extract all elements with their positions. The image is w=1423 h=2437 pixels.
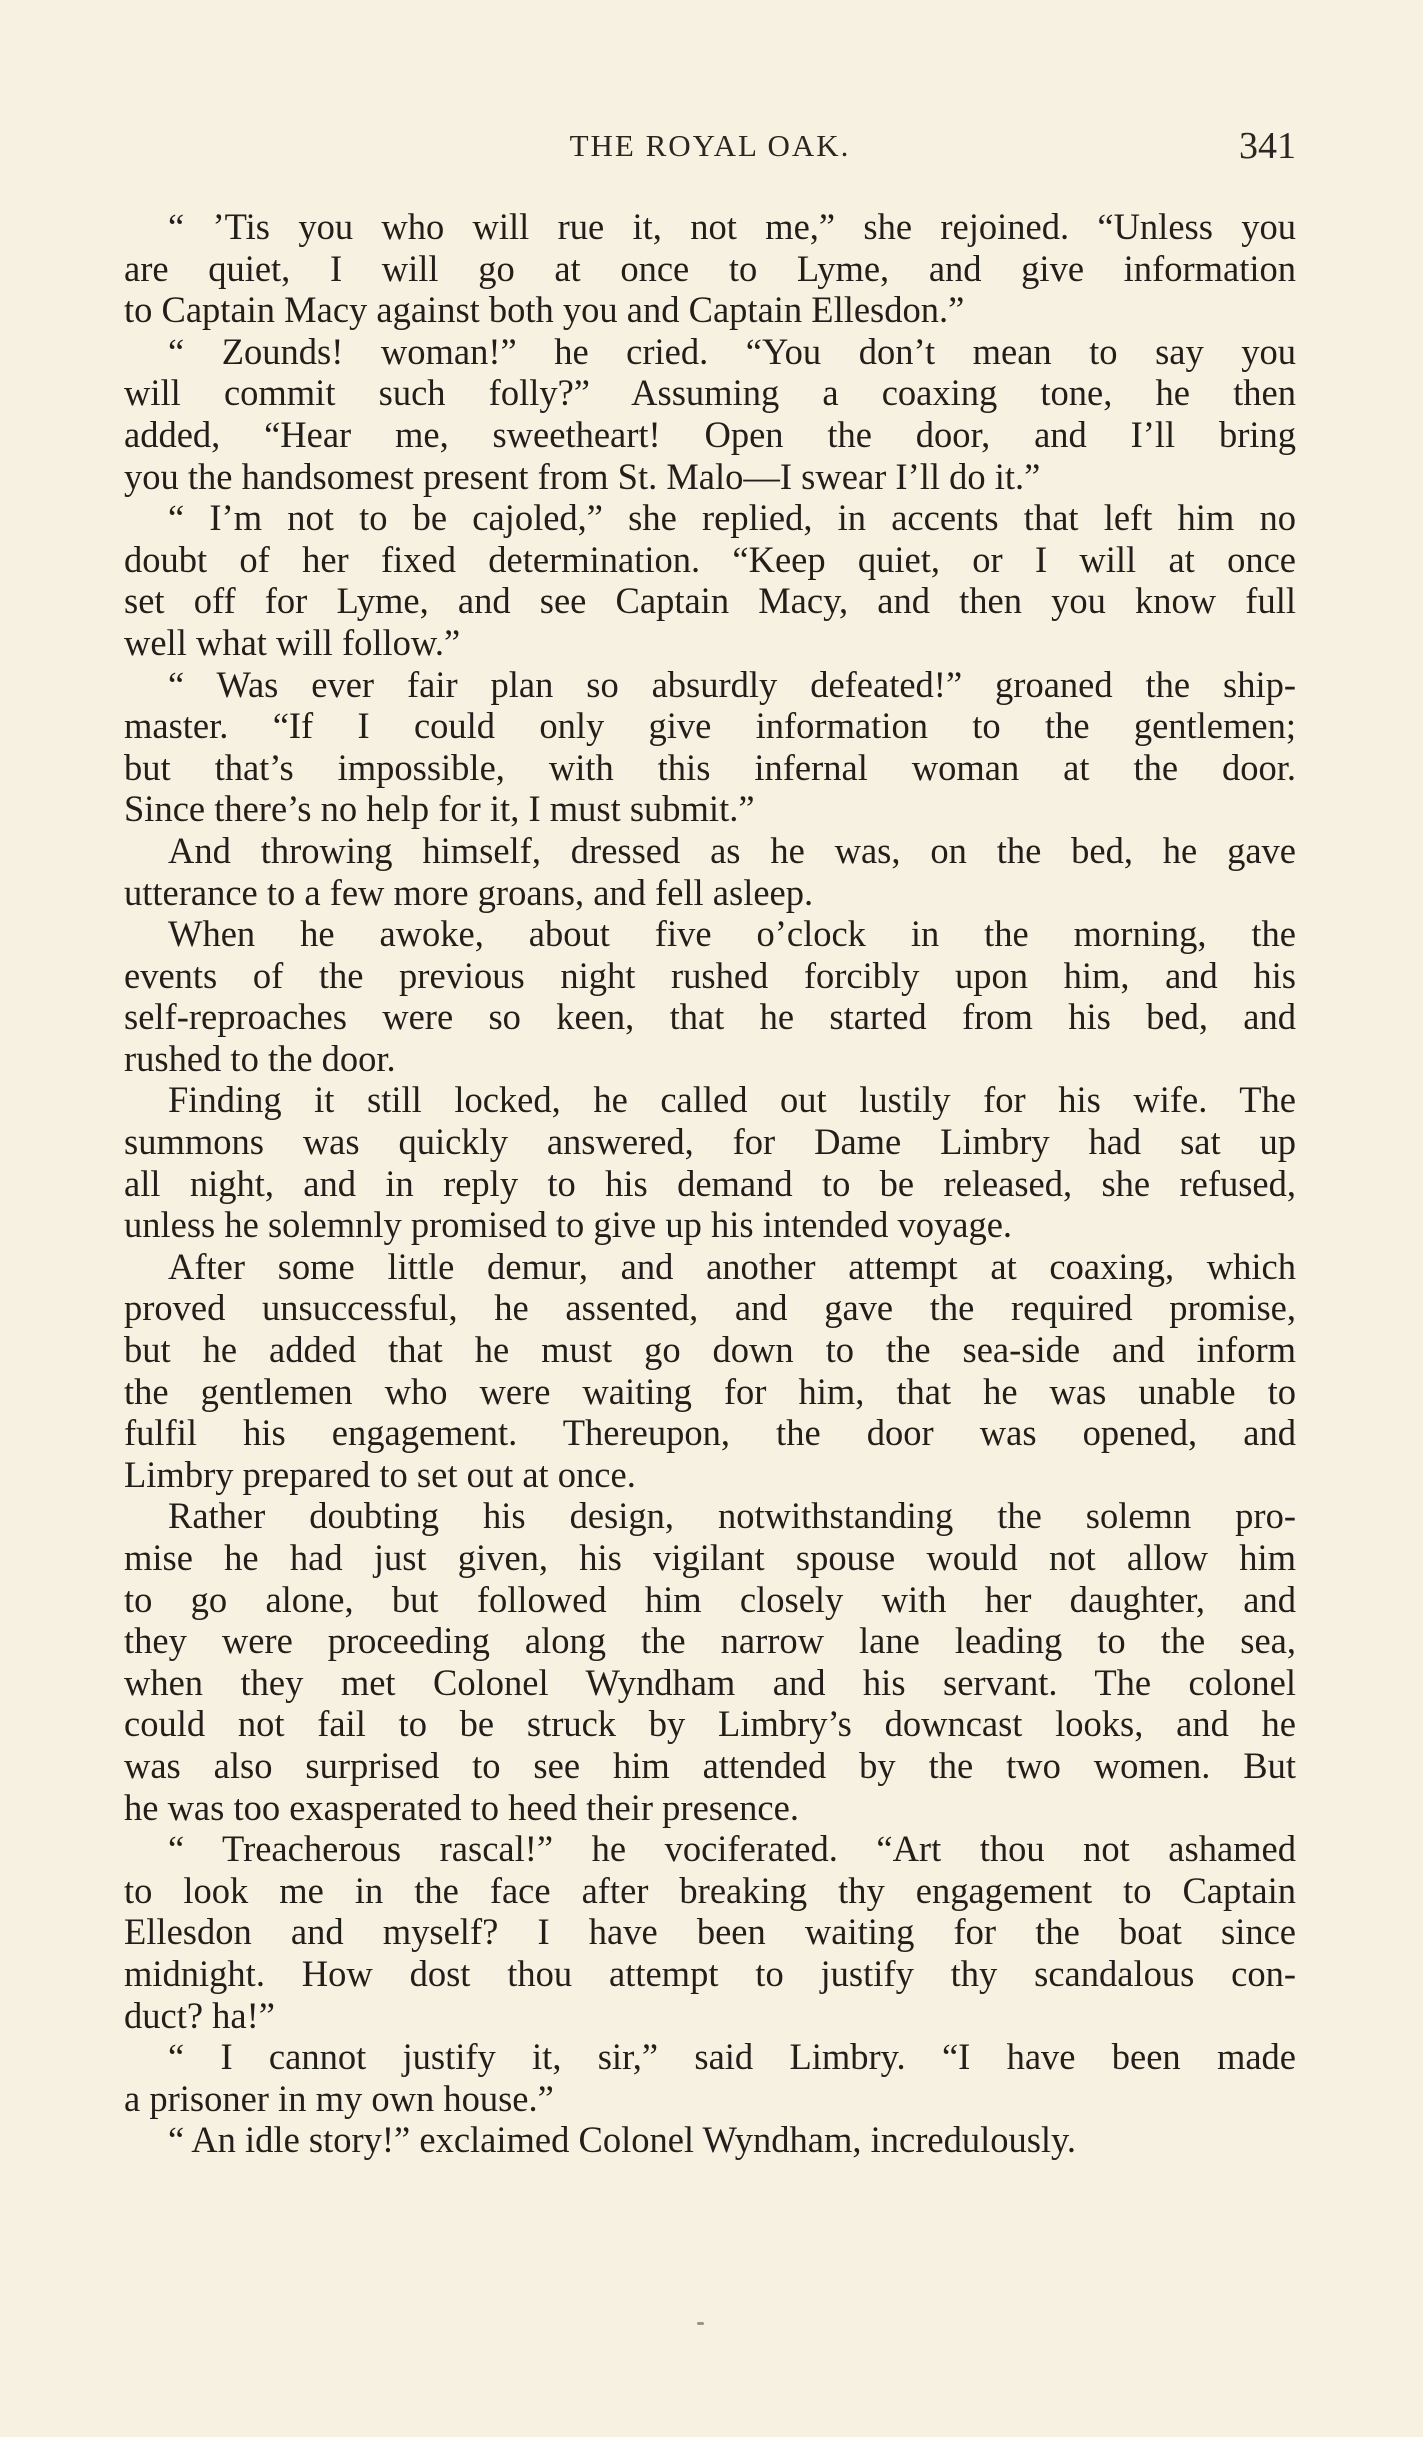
- text-line: mise he had just given, his vigilant spouse would not allow him: [124, 1537, 1296, 1578]
- paragraph: [124, 1079, 1296, 1245]
- text-line: master. “If I could only give information to the gentlemen;: [124, 705, 1296, 747]
- text-line: to Captain Macy against both you and Captain Ellesdon.”: [124, 289, 965, 331]
- paragraph: [124, 1495, 1296, 1828]
- text-line: well what will follow.”: [124, 621, 461, 663]
- paragraph: [124, 1828, 1296, 2036]
- text-line: And throwing himself, dressed as he was, on the bed, he gave: [168, 829, 1296, 871]
- page-header: [124, 125, 1296, 178]
- text-line: duct? ha!”: [124, 1994, 275, 2036]
- ink-speck: [697, 2322, 704, 2325]
- text-line: will commit such folly?” Assuming a coaxing tone, he then: [124, 372, 1296, 414]
- text-line: “ Was ever fair plan so absurdly defeated!” groaned the ship-: [168, 663, 1296, 705]
- text-line: a prisoner in my own house.”: [124, 2077, 554, 2119]
- text-line: was also surprised to see him attended by the two women. But: [124, 1744, 1296, 1786]
- text-line: all night, and in reply to his demand to be released, she refused,: [124, 1162, 1296, 1204]
- text-line: when they met Colonel Wyndham and his servant. The colonel: [124, 1661, 1296, 1703]
- page-number: 341: [1239, 125, 1296, 167]
- running-head: THE ROYAL OAK.: [569, 128, 851, 163]
- text-line: “ I’m not to be cajoled,” she replied, in accents that left him no: [168, 497, 1296, 539]
- text-line: “ An idle story!” exclaimed Colonel Wyndham, incredulously.: [168, 2119, 1077, 2161]
- paragraph: [124, 331, 1296, 497]
- text-line: Ellesdon and myself? I have been waiting for the boat since: [124, 1911, 1296, 1953]
- text-line: unless he solemnly promised to give up his intended voyage.: [124, 1204, 1013, 1246]
- text-line: “ Treacherous rascal!” he vociferated. “Art thou not ashamed: [168, 1828, 1296, 1870]
- text-line: Limbry prepared to set out at once.: [124, 1453, 636, 1495]
- text-line: to go alone, but followed him closely with her daughter, and: [124, 1578, 1296, 1620]
- paragraph: [124, 913, 1296, 1079]
- body-text: [124, 206, 1296, 2161]
- text-line: Since there’s no help for it, I must submit.”: [124, 788, 755, 830]
- text-line: set off for Lyme, and see Captain Macy, and then you know full: [124, 580, 1296, 622]
- text-line: Rather doubting his design, notwithstanding the solemn pro-: [168, 1495, 1296, 1537]
- paragraph: [124, 2119, 1296, 2161]
- text-line: After some little demur, and another attempt at coaxing, which: [168, 1245, 1296, 1287]
- text-line: When he awoke, about five o’clock in the morning, the: [168, 913, 1296, 955]
- paragraph: [124, 1246, 1296, 1496]
- text-line: the gentlemen who were waiting for him, that he was unable to: [124, 1370, 1296, 1412]
- text-line: utterance to a few more groans, and fell asleep.: [124, 871, 814, 913]
- text-line: rushed to the door.: [124, 1037, 396, 1079]
- text-line: you the handsomest present from St. Malo—I swear I’ll do it.”: [124, 455, 1041, 497]
- paragraph: [124, 664, 1296, 830]
- text-line: fulfil his engagement. Thereupon, the door was opened, and: [124, 1412, 1296, 1454]
- paragraph: [124, 830, 1296, 913]
- text-line: “ Zounds! woman!” he cried. “You don’t mean to say you: [168, 330, 1296, 372]
- text-line: to look me in the face after breaking thy engagement to Captain: [124, 1869, 1296, 1911]
- text-line: “ ’Tis you who will rue it, not me,” she rejoined. “Unless you: [168, 206, 1296, 247]
- text-line: events of the previous night rushed forcibly upon him, and his: [124, 954, 1296, 996]
- text-line: but he added that he must go down to the sea-side and inform: [124, 1329, 1296, 1371]
- text-line: midnight. How dost thou attempt to justify thy scandalous con-: [124, 1952, 1296, 1994]
- paragraph: [124, 497, 1296, 663]
- text-line: added, “Hear me, sweetheart! Open the door, and I’ll bring: [124, 413, 1296, 455]
- text-line: Finding it still locked, he called out lustily for his wife. The: [168, 1079, 1296, 1121]
- text-line: proved unsuccessful, he assented, and gave the required promise,: [124, 1287, 1296, 1329]
- text-line: are quiet, I will go at once to Lyme, and give information: [124, 247, 1296, 289]
- text-line: he was too exasperated to heed their presence.: [124, 1786, 799, 1828]
- text-line: “ I cannot justify it, sir,” said Limbry. “I have been made: [168, 2036, 1296, 2078]
- paragraph: [124, 2036, 1296, 2119]
- text-line: self-reproaches were so keen, that he started from his bed, and: [124, 996, 1296, 1038]
- text-line: summons was quickly answered, for Dame Limbry had sat up: [124, 1121, 1296, 1163]
- text-line: they were proceeding along the narrow lane leading to the sea,: [124, 1620, 1296, 1662]
- paragraph: [124, 206, 1296, 331]
- text-line: but that’s impossible, with this infernal woman at the door.: [124, 746, 1296, 788]
- text-line: doubt of her fixed determination. “Keep quiet, or I will at once: [124, 538, 1296, 580]
- text-line: could not fail to be struck by Limbry’s downcast looks, and he: [124, 1703, 1296, 1745]
